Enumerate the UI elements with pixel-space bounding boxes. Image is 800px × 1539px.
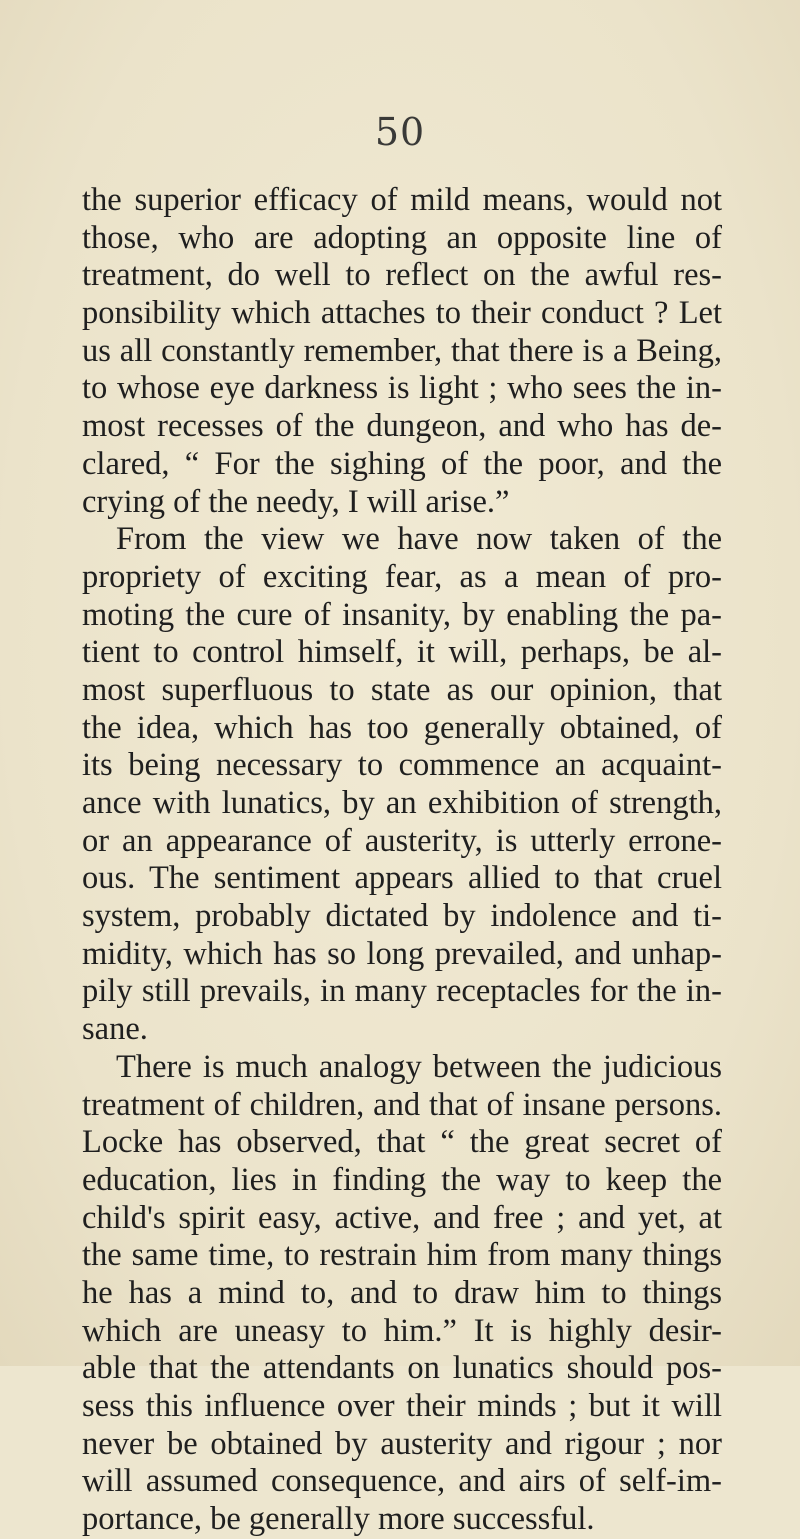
text-line: the idea, which has too generally obtained, of (82, 709, 722, 746)
text-line: education, lies in finding the way to keep the (82, 1161, 722, 1198)
paragraph-end-line: sane. (82, 1011, 148, 1048)
text-line: clared, “ For the sighing of the poor, and the (82, 445, 722, 482)
text-line: tient to control himself, it will, perhaps, be al- (82, 634, 722, 671)
page-number: 50 (374, 110, 426, 154)
text-line: its being necessary to commence an acquaint- (82, 747, 722, 784)
text-line: treatment of children, and that of insane persons. (82, 1086, 722, 1123)
text-line: sess this influence over their minds ; but it will (82, 1388, 722, 1424)
text-line: he has a mind to, and to draw him to things (82, 1274, 722, 1311)
text-line: most superfluous to state as our opinion, that (82, 671, 722, 708)
text-line: able that the attendants on lunatics should pos- (82, 1350, 722, 1387)
text-line: to whose eye darkness is light ; who sees the in- (82, 370, 722, 407)
text-line: propriety of exciting fear, as a mean of pro- (82, 558, 722, 595)
text-line: ponsibility which attaches to their conduct ? Let (82, 295, 722, 332)
text-line: us all constantly remember, that there is a Being, (82, 332, 722, 369)
text-line: which are uneasy to him.” It is highly desir- (82, 1312, 722, 1349)
body-text (82, 182, 722, 1539)
text-line: pily still prevails, in many receptacles for the in- (82, 973, 722, 1010)
text-line: child's spirit easy, active, and free ; and yet, at (82, 1199, 722, 1236)
text-line: will assumed consequence, and airs of self-im- (82, 1463, 722, 1500)
paragraph-start-line: There is much analogy between the judicious (116, 1048, 722, 1085)
text-line: system, probably dictated by indolence and ti- (82, 898, 722, 935)
text-line: ance with lunatics, by an exhibition of strength, (82, 785, 722, 821)
text-line: or an appearance of austerity, is utterly errone- (82, 822, 722, 859)
text-line: midity, which has so long prevailed, and unhap- (82, 935, 722, 972)
text-line: never be obtained by austerity and rigour ; nor (82, 1425, 722, 1462)
text-line: moting the cure of insanity, by enabling the pa- (82, 596, 722, 633)
text-line: treatment, do well to reflect on the awful res- (82, 257, 722, 294)
text-line: those, who are adopting an opposite line of (82, 219, 722, 256)
text-line: the same time, to restrain him from many things (82, 1237, 722, 1274)
text-line: Locke has observed, that “ the great secret of (82, 1124, 722, 1161)
text-line: most recesses of the dungeon, and who has de- (82, 408, 722, 445)
text-line: the superior efficacy of mild means, would not (82, 182, 722, 218)
paragraph-start-line: From the view we have now taken of the (116, 521, 722, 558)
text-line: ous. The sentiment appears allied to that cruel (82, 860, 722, 897)
paragraph-end-line: crying of the needy, I will arise.” (82, 483, 510, 520)
paragraph-end-line: portance, be generally more successful. (82, 1501, 595, 1538)
